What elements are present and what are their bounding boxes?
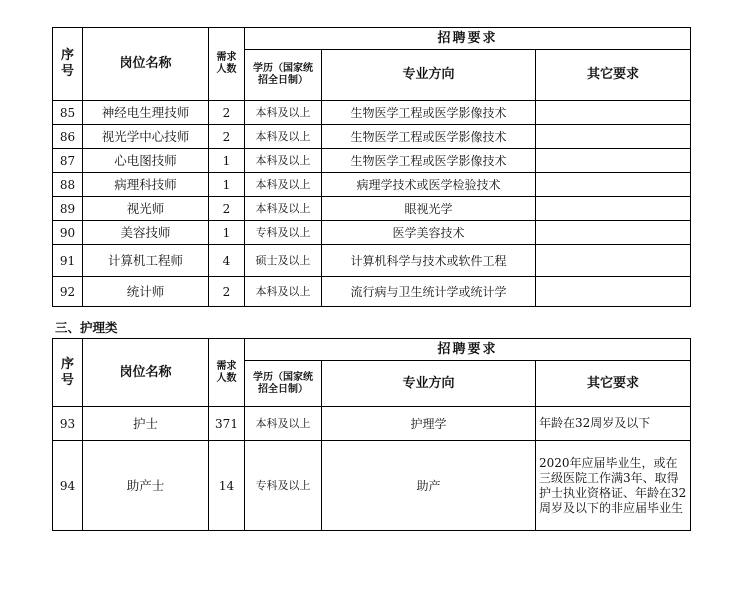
cell-major: 计算机科学与技术或软件工程 <box>322 245 536 277</box>
cell-seq: 94 <box>53 441 83 531</box>
cell-position-name: 病理科技师 <box>83 173 209 197</box>
header-education <box>245 50 322 101</box>
cell-education: 本科及以上 <box>245 197 322 221</box>
header-other: 其它要求 <box>536 361 691 407</box>
header-major: 专业方向 <box>322 361 536 407</box>
cell-headcount: 14 <box>209 441 245 531</box>
cell-position-name: 心电图技师 <box>83 149 209 173</box>
cell-other <box>536 197 691 221</box>
header-seq <box>53 339 83 407</box>
header-headcount-label: 需求人数 <box>216 360 237 384</box>
cell-education: 本科及以上 <box>245 149 322 173</box>
header-education-label: 学历（国家统招全日制） <box>253 371 313 395</box>
header-seq-label: 序号 <box>60 48 74 79</box>
cell-seq: 86 <box>53 125 83 149</box>
cell-headcount: 1 <box>209 221 245 245</box>
header-requirements: 招聘要求 <box>245 339 691 361</box>
cell-seq: 88 <box>53 173 83 197</box>
cell-major: 生物医学工程或医学影像技术 <box>322 125 536 149</box>
header-education-label: 学历（国家统招全日制） <box>253 63 313 86</box>
cell-education: 硕士及以上 <box>245 245 322 277</box>
recruitment-table-nursing <box>52 338 691 531</box>
header-requirements: 招聘要求 <box>245 28 691 50</box>
cell-headcount: 4 <box>209 245 245 277</box>
cell-headcount: 2 <box>209 125 245 149</box>
cell-major: 生物医学工程或医学影像技术 <box>322 149 536 173</box>
cell-headcount: 371 <box>209 407 245 441</box>
header-education <box>245 361 322 407</box>
cell-other <box>536 125 691 149</box>
table-row <box>53 173 691 197</box>
cell-other <box>536 277 691 307</box>
recruitment-table-medical-tech <box>52 27 691 307</box>
cell-seq: 93 <box>53 407 83 441</box>
table-row <box>53 197 691 221</box>
cell-other <box>536 221 691 245</box>
cell-education: 本科及以上 <box>245 277 322 307</box>
table-row <box>53 125 691 149</box>
cell-other <box>536 173 691 197</box>
cell-seq: 85 <box>53 101 83 125</box>
header-position-name: 岗位名称 <box>83 28 209 101</box>
cell-headcount: 1 <box>209 149 245 173</box>
cell-headcount: 1 <box>209 173 245 197</box>
cell-position-name: 视光学中心技师 <box>83 125 209 149</box>
cell-education: 本科及以上 <box>245 407 322 441</box>
table-row <box>53 407 691 441</box>
cell-position-name: 护士 <box>83 407 209 441</box>
header-position-name: 岗位名称 <box>83 339 209 407</box>
cell-education: 专科及以上 <box>245 221 322 245</box>
cell-seq: 89 <box>53 197 83 221</box>
cell-seq: 87 <box>53 149 83 173</box>
cell-other <box>536 101 691 125</box>
cell-other: 年龄在32周岁及以下 <box>536 407 691 441</box>
table-row <box>53 101 691 125</box>
cell-education: 专科及以上 <box>245 441 322 531</box>
cell-headcount: 2 <box>209 277 245 307</box>
cell-other <box>536 149 691 173</box>
cell-position-name: 计算机工程师 <box>83 245 209 277</box>
cell-headcount: 2 <box>209 101 245 125</box>
cell-position-name: 神经电生理技师 <box>83 101 209 125</box>
cell-major: 生物医学工程或医学影像技术 <box>322 101 536 125</box>
cell-seq: 92 <box>53 277 83 307</box>
cell-headcount: 2 <box>209 197 245 221</box>
table-row <box>53 149 691 173</box>
section-title-nursing: 三、护理类 <box>55 320 118 335</box>
table-row <box>53 245 691 277</box>
cell-seq: 91 <box>53 245 83 277</box>
table-row <box>53 277 691 307</box>
cell-major: 眼视光学 <box>322 197 536 221</box>
cell-position-name: 美容技师 <box>83 221 209 245</box>
header-major: 专业方向 <box>322 50 536 101</box>
table-row <box>53 441 691 531</box>
cell-position-name: 统计师 <box>83 277 209 307</box>
cell-major: 医学美容技术 <box>322 221 536 245</box>
header-seq-label: 序号 <box>60 356 74 388</box>
cell-major: 病理学技术或医学检验技术 <box>322 173 536 197</box>
cell-position-name: 助产士 <box>83 441 209 531</box>
header-seq <box>53 28 83 101</box>
cell-major: 护理学 <box>322 407 536 441</box>
cell-education: 本科及以上 <box>245 125 322 149</box>
cell-education: 本科及以上 <box>245 173 322 197</box>
cell-major: 流行病与卫生统计学或统计学 <box>322 277 536 307</box>
cell-major: 助产 <box>322 441 536 531</box>
table-row <box>53 221 691 245</box>
header-headcount-label: 需求人数 <box>216 52 237 75</box>
cell-other <box>536 245 691 277</box>
header-headcount <box>209 28 245 101</box>
cell-other: 2020年应届毕业生，或在三级医院工作满3年、取得护士执业资格证、年龄在32周岁及以下的非应届毕业生 <box>536 441 691 531</box>
header-other: 其它要求 <box>536 50 691 101</box>
cell-seq: 90 <box>53 221 83 245</box>
cell-position-name: 视光师 <box>83 197 209 221</box>
cell-education: 本科及以上 <box>245 101 322 125</box>
header-headcount <box>209 339 245 407</box>
